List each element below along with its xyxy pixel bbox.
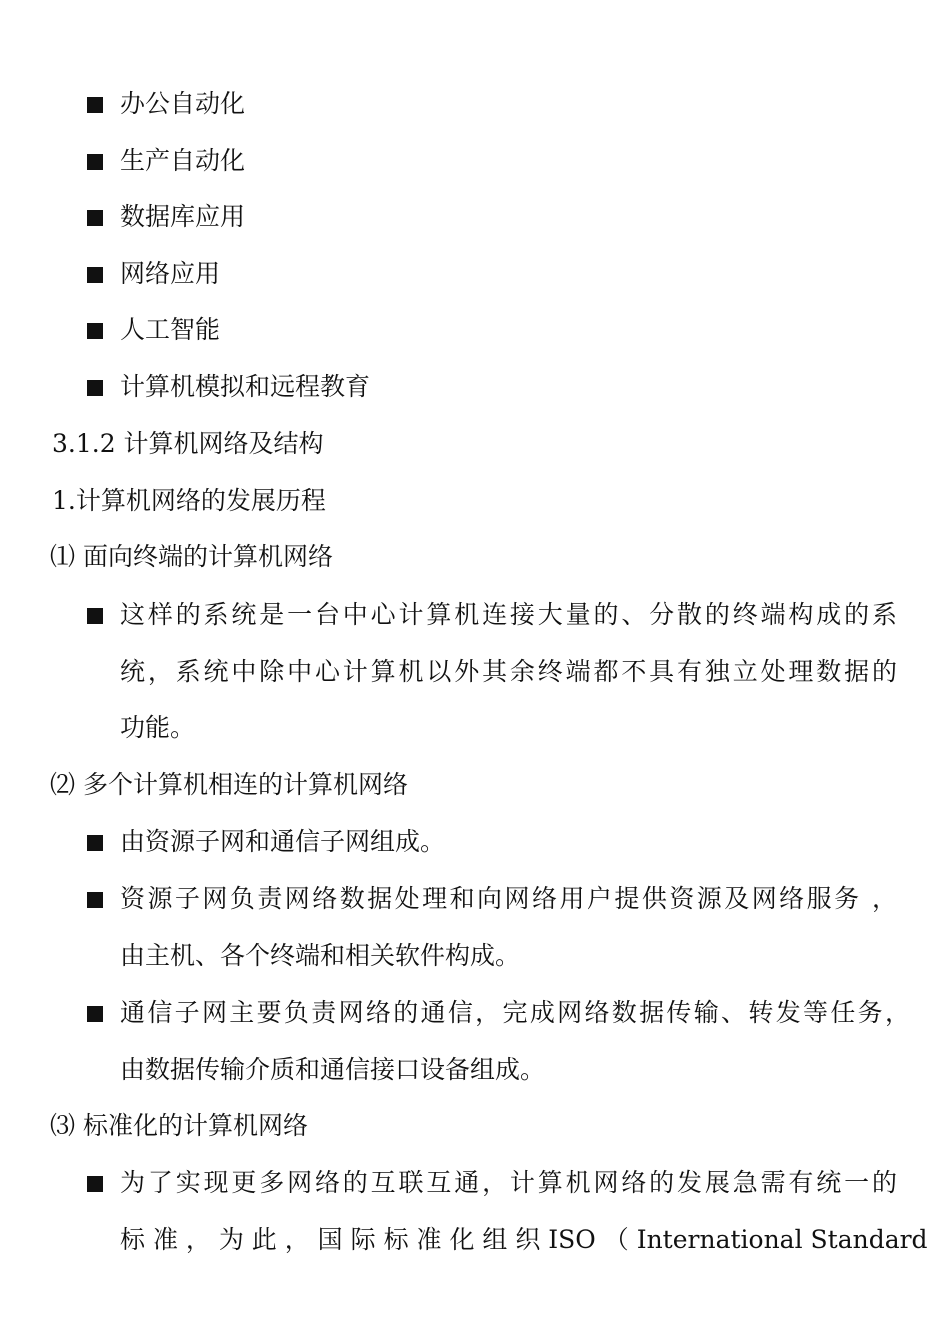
stage1-title: ⑴ 面向终端的计算机网络 bbox=[50, 542, 333, 571]
list-item: 生产自动化 bbox=[120, 146, 246, 175]
stage2-paragraph-line: 通信子网主要负责网络的通信，完成网络数据传输、转发等任务， bbox=[120, 998, 910, 1027]
stage3-paragraph-line: 标 准 ， 为 此 ， 国 际 标 准 化 组 织 ISO （ International Standard bbox=[120, 1225, 928, 1254]
stage2-paragraph-line: 由数据传输介质和通信接口设备组成。 bbox=[120, 1055, 546, 1084]
bullet-square-icon bbox=[87, 1176, 103, 1192]
stage3-title: ⑶ 标准化的计算机网络 bbox=[50, 1111, 308, 1140]
stage2-title: ⑵ 多个计算机相连的计算机网络 bbox=[50, 770, 408, 799]
bullet-square-icon bbox=[87, 97, 103, 113]
bullet-square-icon bbox=[87, 1006, 103, 1022]
list-item: 网络应用 bbox=[120, 259, 221, 288]
stage1-paragraph-line: 统，系统中除中心计算机以外其余终端都不具有独立处理数据的 bbox=[120, 657, 897, 686]
bullet-square-icon bbox=[87, 154, 103, 170]
list-item: 数据库应用 bbox=[120, 202, 246, 231]
list-item: 办公自动化 bbox=[120, 89, 246, 118]
bullet-square-icon bbox=[87, 210, 103, 226]
section-heading: 3.1.2 计算机网络及结构 bbox=[52, 429, 324, 458]
stage3-paragraph-line: 为了实现更多网络的互联互通，计算机网络的发展急需有统一的 bbox=[120, 1168, 897, 1197]
stage2-bullet: 由资源子网和通信子网组成。 bbox=[120, 827, 446, 856]
stage1-paragraph-line: 功能。 bbox=[120, 713, 196, 742]
bullet-square-icon bbox=[87, 323, 103, 339]
list-item: 人工智能 bbox=[120, 315, 221, 344]
stage2-paragraph-line: 资源子网负责网络数据处理和向网络用户提供资源及网络服务 ， bbox=[120, 884, 897, 913]
bullet-square-icon bbox=[87, 835, 103, 851]
stage1-paragraph-line: 这样的系统是一台中心计算机连接大量的、分散的终端构成的系 bbox=[120, 600, 897, 629]
bullet-square-icon bbox=[87, 892, 103, 908]
bullet-square-icon bbox=[87, 267, 103, 283]
stage2-paragraph-line: 由主机、各个终端和相关软件构成。 bbox=[120, 941, 521, 970]
list-item: 计算机模拟和远程教育 bbox=[120, 372, 371, 401]
subsection-heading: 1.计算机网络的发展历程 bbox=[52, 486, 326, 515]
bullet-square-icon bbox=[87, 608, 103, 624]
bullet-square-icon bbox=[87, 380, 103, 396]
